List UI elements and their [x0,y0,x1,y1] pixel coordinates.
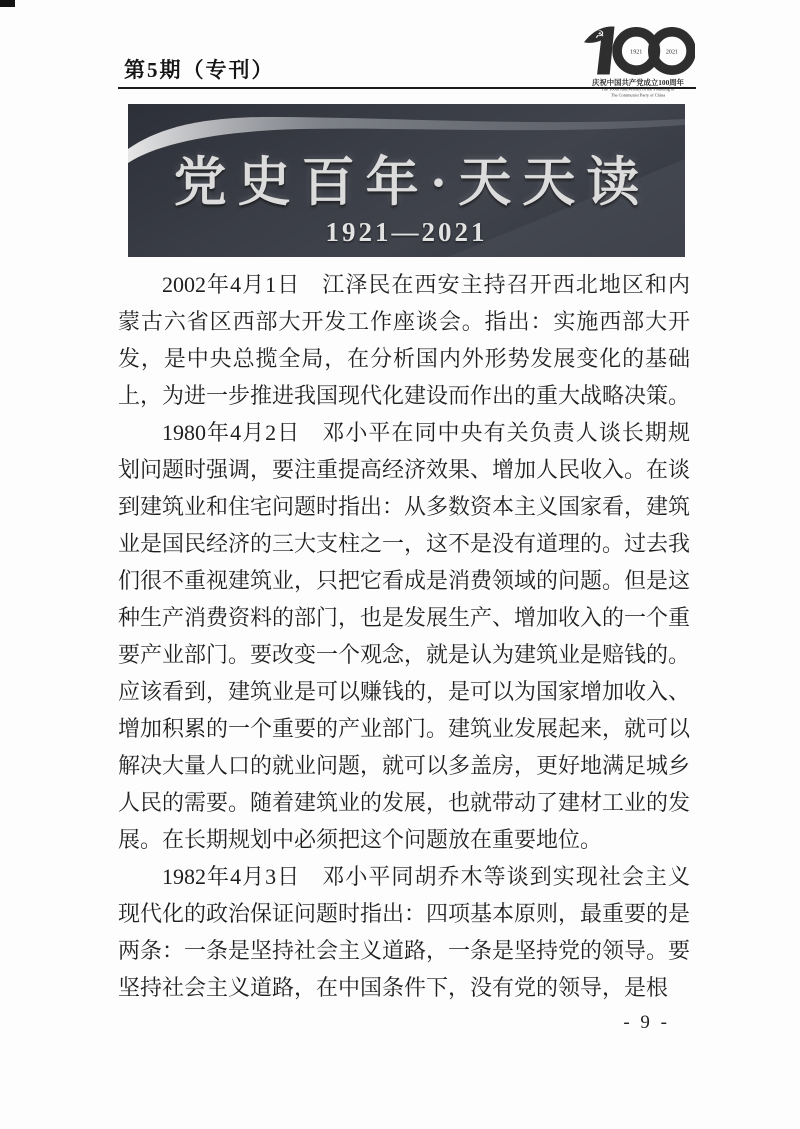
entry-text-2: 邓小平在同中央有关负责人谈长期规划问题时强调，要注重提高经济效果、增加人民收入。在谈到建筑业和住宅问题时指出：从多数资本主义国家看，建筑业是国民经济的三大支柱之一，这不是没有道理的。过去我们很不重视建筑业，只把它看成是消费领域的问题。但是这种生产消费资料的部门，也是发展生产、增加收入的一个重要产业部门。要改变一个观念，就是认为建筑业是赔钱的。应该看到，建筑业是可以赚钱的，是可以为国家增加收入、增加积累的一个重要的产业部门。建筑业发展起来，就可以解决大量人口的就业问题，就可以多盖房，更好地满足城乡人民的需要。随着建筑业的发展，也就带动了建材工业的发展。在长期规划中必须把这个问题放在重要地位。 [118,420,691,852]
entry-date-3: 1982年4月3日 [162,864,301,889]
entry-date-1: 2002年4月1日 [162,272,301,297]
article-body [118,266,690,1006]
entry-date-2: 1980年4月2日 [162,420,301,445]
logo-caption-en-2: The Communist Party of China [610,93,666,99]
issue-label: 第5期（专刊） [124,58,275,82]
entry-text-1: 江泽民在西安主持召开西北地区和内蒙古六省区西部大开发工作座谈会。指出：实施西部大开发，是中央总揽全局，在分析国内外形势发展变化的基础上，为进一步推进我国现代化建设而作出的重大战略决策。 [118,272,691,408]
scan-artifact [0,0,15,7]
page-number: - 9 - [623,1012,670,1033]
page-header [118,24,698,99]
ring-left-year: 1921 [630,49,643,56]
banner-subtitle: 1921—2021 [325,217,488,247]
ring-right-year: 2021 [665,49,679,56]
banner-title: 党史百年·天天读 [173,154,651,212]
logo-100-icon [581,24,695,78]
entry-paragraph-2 [118,414,690,858]
entry-paragraph-1 [118,266,690,414]
entry-paragraph-3 [118,858,690,1006]
hammer-sickle-icon: ☭ [594,28,605,41]
banner-image [128,104,685,257]
header-divider [118,87,696,89]
logo-caption-en-1: The 100th Anniversary of the Founding of [601,87,675,93]
entry-text-3: 邓小平同胡乔木等谈到实现社会主义现代化的政治保证问题时指出：四项基本原则，最重要的是两条：一条是坚持社会主义道路，一条是坚持党的领导。要坚持社会主义道路，在中国条件下，没有党的领导，是根 [118,864,691,1000]
logo-caption-cn: 庆祝中国共产党成立100周年 [592,78,684,87]
